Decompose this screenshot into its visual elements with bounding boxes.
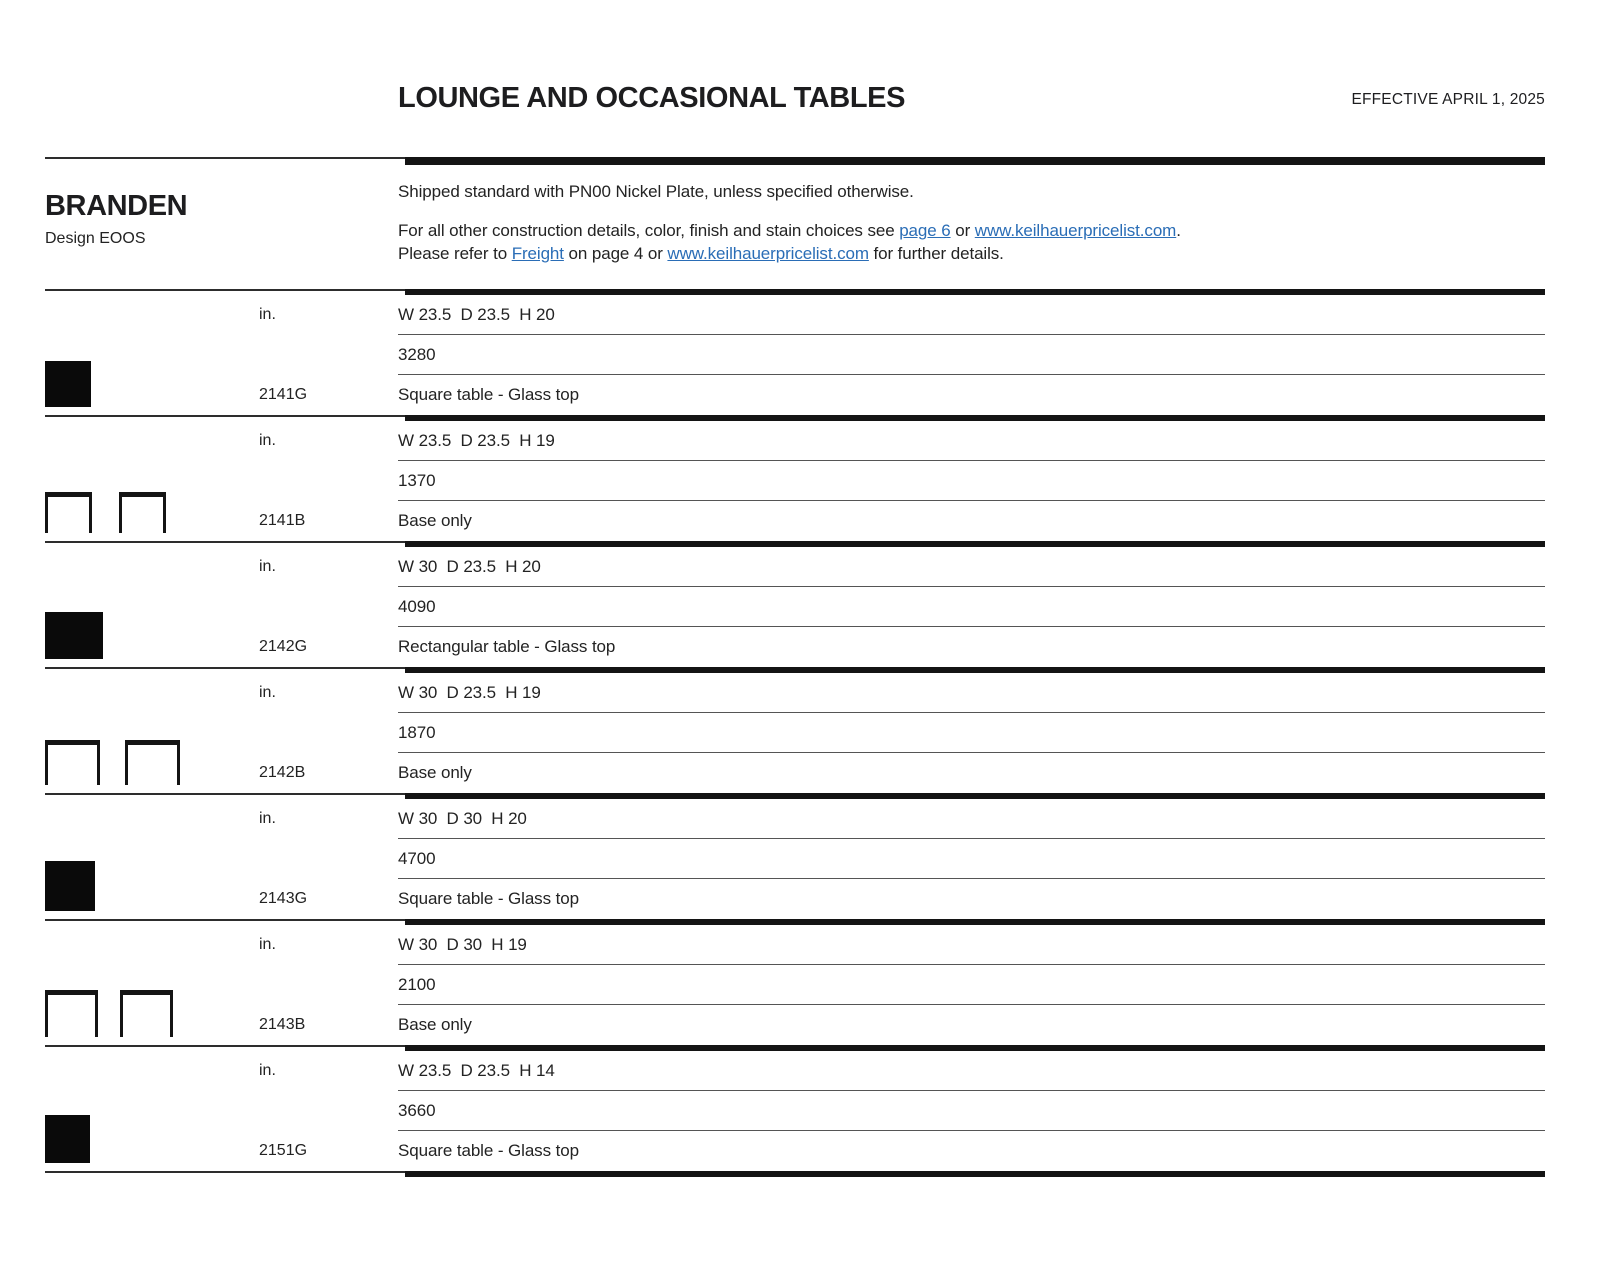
product-row-2151G xyxy=(45,1051,1545,1171)
divider-thin-left xyxy=(45,415,405,417)
page-header xyxy=(45,84,1545,113)
page-title: LOUNGE AND OCCASIONAL TABLES xyxy=(398,82,906,114)
product-description: Square table - Glass top xyxy=(398,1141,579,1160)
units-label: in. xyxy=(259,810,276,827)
product-dimensions: W 30 D 23.5 H 20 xyxy=(398,556,541,576)
pricelist-page xyxy=(0,84,1598,1177)
product-row-2142B xyxy=(45,673,1545,793)
product-price: 3280 xyxy=(398,344,436,364)
divider-thick-right xyxy=(405,1171,1545,1177)
product-model: 2141G xyxy=(259,386,308,403)
intro-section xyxy=(45,165,1545,289)
product-model: 2143B xyxy=(259,1016,306,1033)
square-table-icon xyxy=(45,1115,90,1163)
square-table-icon xyxy=(45,361,91,407)
base-leg-icon xyxy=(45,492,92,533)
product-description: Square table - Glass top xyxy=(398,385,579,404)
product-dimensions: W 23.5 D 23.5 H 20 xyxy=(398,304,555,324)
product-dimensions: W 23.5 D 23.5 H 19 xyxy=(398,430,555,450)
product-row-2142G xyxy=(45,547,1545,667)
divider-thin-left xyxy=(45,289,405,291)
base-leg-icon xyxy=(120,990,173,1037)
base-leg-icon xyxy=(119,492,166,533)
table-base-icon xyxy=(45,990,173,1037)
divider-thin-left xyxy=(45,157,405,159)
page-6-link[interactable]: page 6 xyxy=(899,221,951,240)
product-row-2143B xyxy=(45,925,1545,1045)
product-price: 4700 xyxy=(398,848,436,868)
product-description: Square table - Glass top xyxy=(398,889,579,908)
pricelist-website-link[interactable]: www.keilhauerpricelist.com xyxy=(974,221,1177,240)
product-model: 2151G xyxy=(259,1142,308,1159)
product-dimensions: W 30 D 23.5 H 19 xyxy=(398,682,541,702)
product-row-2143G xyxy=(45,799,1545,919)
divider-thin-left xyxy=(45,541,405,543)
divider-thin-left xyxy=(45,1045,405,1047)
product-row-2141B xyxy=(45,421,1545,541)
divider-thin-left xyxy=(45,667,405,669)
base-leg-icon xyxy=(45,990,98,1037)
divider-thick-right xyxy=(405,157,1545,165)
product-description: Base only xyxy=(398,1015,472,1034)
product-row-2141G xyxy=(45,295,1545,415)
table-base-icon xyxy=(45,492,166,533)
table-base-icon xyxy=(45,740,180,785)
family-notes xyxy=(398,180,1545,265)
product-model: 2141B xyxy=(259,512,306,529)
product-dimensions: W 30 D 30 H 19 xyxy=(398,934,527,954)
base-leg-icon xyxy=(45,740,100,785)
units-label: in. xyxy=(259,684,276,701)
units-label: in. xyxy=(259,1062,276,1079)
construction-note: For all other construction details, color, finish and stain choices see page 6 or www.keilhauerpricelist.com. xyxy=(398,221,1181,240)
product-description: Base only xyxy=(398,511,472,530)
product-model: 2143G xyxy=(259,890,308,907)
product-model: 2142G xyxy=(259,638,308,655)
family-name: BRANDEN xyxy=(45,190,188,222)
product-price: 2100 xyxy=(398,974,436,994)
rectangular-table-icon xyxy=(45,612,103,659)
product-dimensions: W 23.5 D 23.5 H 14 xyxy=(398,1060,555,1080)
base-leg-icon xyxy=(125,740,180,785)
family-designer: Design EOOS xyxy=(45,230,146,247)
square-table-icon xyxy=(45,861,95,911)
units-label: in. xyxy=(259,936,276,953)
freight-link[interactable]: Freight xyxy=(511,244,564,263)
product-description: Rectangular table - Glass top xyxy=(398,637,616,656)
divider-thin-left xyxy=(45,1171,405,1173)
units-label: in. xyxy=(259,306,276,323)
standard-finish-note: Shipped standard with PN00 Nickel Plate, unless specified otherwise. xyxy=(398,182,914,201)
product-dimensions: W 30 D 30 H 20 xyxy=(398,808,527,828)
product-price: 4090 xyxy=(398,596,436,616)
divider-thin-left xyxy=(45,919,405,921)
product-model: 2142B xyxy=(259,764,306,781)
units-label: in. xyxy=(259,558,276,575)
product-family xyxy=(45,192,398,265)
divider-thin-left xyxy=(45,793,405,795)
effective-date: EFFECTIVE APRIL 1, 2025 xyxy=(1351,91,1545,108)
product-price: 1870 xyxy=(398,722,436,742)
product-price: 3660 xyxy=(398,1100,436,1120)
freight-note: Please refer to Freight on page 4 or www.keilhauerpricelist.com for further details. xyxy=(398,244,1004,263)
product-price: 1370 xyxy=(398,470,436,490)
section-divider xyxy=(45,157,1545,165)
row-divider xyxy=(45,1171,1545,1177)
units-label: in. xyxy=(259,432,276,449)
pricelist-website-link-2[interactable]: www.keilhauerpricelist.com xyxy=(667,244,869,263)
product-description: Base only xyxy=(398,763,472,782)
